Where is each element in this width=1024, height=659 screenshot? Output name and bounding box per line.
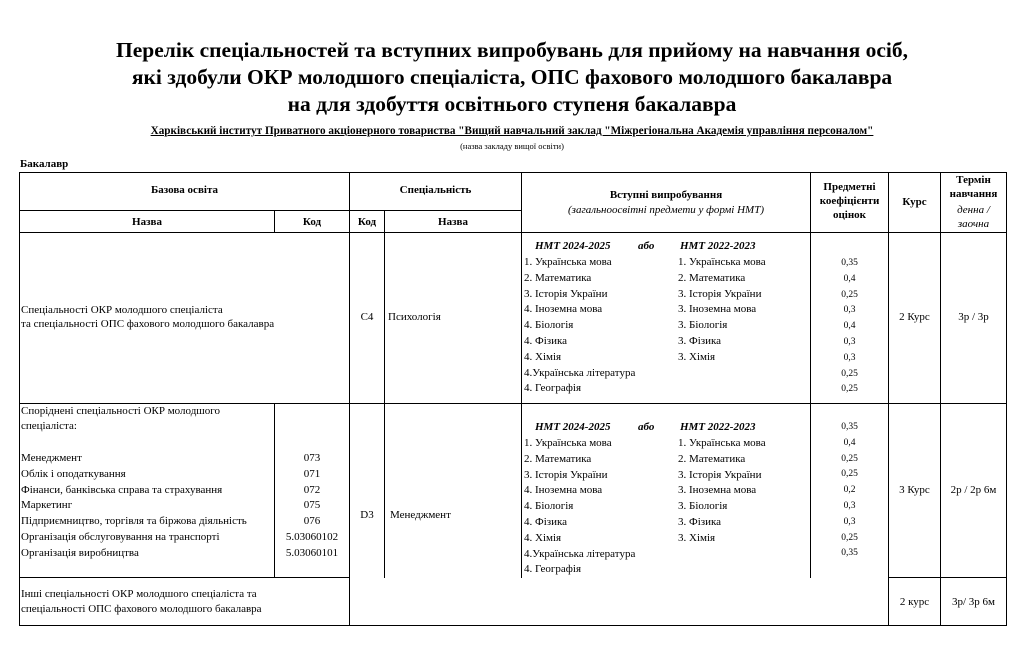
- coefficient-value: 0,3: [843, 501, 856, 511]
- subject-item: 2. Математика: [524, 271, 592, 284]
- coefficient-value: 0,25: [841, 368, 858, 379]
- header-coef-line-3: оцінок: [832, 209, 867, 221]
- coefficient-value: 0,4: [843, 437, 856, 448]
- row1-base-line-1: Спеціальності ОКР молодшого спеціаліста: [21, 304, 223, 316]
- coefficient-value: 0,25: [841, 469, 858, 480]
- row2-base-line-2: спеціаліста:: [21, 420, 77, 432]
- subject-item: 4. Географія: [524, 563, 582, 576]
- related-specialty-name: Фінанси, банківська справа та страхування: [21, 483, 223, 496]
- subject-item: 3. Хімія: [678, 531, 716, 544]
- row1-term: 3р / 3р: [958, 311, 989, 323]
- subject-item: 1. Українська мова: [678, 437, 766, 449]
- row1-course: 2 Курс: [899, 311, 930, 323]
- subject-item: 3. Біологія: [678, 319, 728, 332]
- coefficient-value: 0,4: [843, 321, 856, 332]
- grid-line: [350, 210, 521, 211]
- subject-item: 4. Фізика: [524, 335, 568, 347]
- header-spec-code: Код: [357, 216, 377, 228]
- grid-line: [19, 403, 1006, 404]
- related-specialty-name: Менеджмент: [21, 452, 82, 464]
- institution-caption: (назва закладу вищої освіти): [460, 141, 564, 151]
- related-specialty-name: Організація обслуговування на транспорті: [21, 531, 220, 543]
- row2-base-line-1: Споріднені спеціальності ОКР молодшого: [21, 405, 221, 417]
- row3-base-line-1: Інші спеціальності ОКР молодшого спеціаліста та: [21, 588, 257, 600]
- row1-base-line-2: та спеціальності ОПС фахового молодшого бакалавра: [21, 318, 275, 330]
- grid-line: [888, 172, 889, 626]
- subject-item: 4.Українська література: [524, 366, 636, 379]
- coefficient-value: 0,25: [841, 453, 858, 464]
- subject-item: 4. Іноземна мова: [524, 303, 603, 316]
- subject-item: 3. Іноземна мова: [678, 484, 757, 497]
- row1-or: або: [638, 240, 655, 252]
- header-coef-line-1: Предметні: [823, 181, 876, 193]
- grid-line: [384, 210, 385, 578]
- row3-term: 3р/ 3р 6м: [951, 596, 996, 608]
- row2-spec-name: Менеджмент: [390, 509, 451, 521]
- coefficient-value: 0,3: [843, 516, 856, 527]
- grid-line: [521, 172, 522, 578]
- subject-item: 3. Хімія: [678, 350, 716, 363]
- coefficient-value: 0,35: [841, 548, 858, 559]
- subject-item: 4. Біологія: [524, 319, 574, 332]
- grid-line: [1006, 172, 1007, 626]
- header-specialty: Спеціальність: [399, 184, 472, 196]
- coefficient-value: 0,3: [843, 305, 856, 316]
- subject-item: 4. Біологія: [524, 500, 574, 513]
- subject-item: 4. Іноземна мова: [524, 484, 603, 497]
- related-specialty-code: 075: [303, 499, 321, 512]
- header-base-education: Базова освіта: [151, 184, 218, 196]
- subject-item: 1. Українська мова: [678, 256, 766, 268]
- related-specialty-code: 5.03060101: [285, 546, 339, 559]
- header-spec-name: Назва: [438, 216, 468, 228]
- subject-item: 3. Біологія: [678, 500, 728, 513]
- degree-label: Бакалавр: [20, 158, 69, 170]
- related-specialty-name: Організація виробництва: [21, 546, 139, 559]
- row1-nmt-a: НМТ 2024-2025: [535, 240, 611, 252]
- subject-item: 1. Українська мова: [524, 437, 612, 449]
- grid-line: [19, 577, 349, 578]
- row2-or: або: [638, 421, 655, 433]
- grid-line: [19, 625, 1006, 626]
- coefficient-value: 0,35: [841, 258, 858, 268]
- title-line-3: на для здобуття освітнього ступеня бакалавра: [287, 92, 737, 116]
- header-entrance-exams-sub: (загальноосвітні предмети у формі НМТ): [567, 204, 764, 216]
- subject-item: 2. Математика: [678, 271, 746, 284]
- subject-item: 3. Історія України: [524, 468, 608, 481]
- institution-text: Харківський інститут Приватного акціонерного товариства "Вищий навчальний заклад "Міжрегіональна Академія управління персоналом": [150, 125, 874, 137]
- coefficient-value: 0,25: [841, 289, 858, 300]
- header-entrance-exams: Вступні випробування: [609, 189, 723, 201]
- grid-line: [940, 172, 941, 626]
- subject-item: 3. Історія України: [524, 287, 608, 300]
- header-term-line-2: навчання: [949, 188, 998, 200]
- row1-spec-code: С4: [360, 311, 374, 323]
- coefficient-value: 0,3: [843, 337, 856, 347]
- header-term-line-3: денна /: [957, 204, 990, 216]
- related-specialty-name: Облік і оподаткування: [21, 467, 126, 480]
- related-specialty-name: Підприємництво, торгівля та біржова діяльність: [21, 515, 247, 528]
- grid-line: [19, 232, 1006, 233]
- subject-item: 4. Географія: [524, 382, 582, 395]
- subject-item: 4. Фізика: [524, 516, 568, 528]
- subject-item: 3. Іноземна мова: [678, 303, 757, 316]
- row3-base-line-2: спеціальності ОПС фахового молодшого бакалавра: [21, 603, 262, 615]
- subject-item: 2. Математика: [678, 452, 746, 465]
- coefficient-value: 0,4: [843, 273, 856, 284]
- subject-item: 3. Історія України: [678, 468, 762, 481]
- related-specialty-code: 5.03060102: [285, 531, 339, 543]
- subject-item: 3. Фізика: [678, 516, 722, 528]
- coefficient-value: 0,25: [841, 384, 858, 395]
- row2-nmt-b: НМТ 2022-2023: [680, 421, 756, 433]
- subject-item: 2. Математика: [524, 452, 592, 465]
- row1-nmt-b: НМТ 2022-2023: [680, 240, 756, 252]
- related-specialty-code: 076: [303, 515, 321, 528]
- header-course: Курс: [902, 196, 927, 208]
- related-specialty-code: 072: [303, 483, 321, 496]
- grid-line: [349, 172, 350, 626]
- page-title: [0, 37, 1024, 118]
- coefficient-value: 0,35: [841, 422, 858, 432]
- row2-spec-code: D3: [360, 509, 374, 521]
- coefficient-value: 0,2: [843, 485, 856, 496]
- grid-line: [888, 577, 1006, 578]
- title-line-2: які здобули ОКР молодшого спеціаліста, ОПС фахового молодшого бакалавра: [131, 65, 893, 89]
- related-specialty-code: 073: [303, 452, 321, 464]
- coefficient-value: 0,3: [843, 352, 856, 363]
- coefficient-value: 0,25: [841, 532, 858, 543]
- header-coef-line-2: коефіцієнти: [819, 195, 880, 207]
- title-line-1: Перелік спеціальностей та вступних випробувань для прийому на навчання осіб,: [116, 38, 908, 62]
- grid-line: [19, 172, 20, 626]
- header-term-line-4: заочна: [957, 218, 990, 230]
- subject-item: 3. Історія України: [678, 287, 762, 300]
- subject-item: 4. Хімія: [524, 531, 562, 544]
- subject-item: 4.Українська література: [524, 547, 636, 560]
- row2-term: 2р / 2р 6м: [950, 484, 997, 496]
- grid-line: [19, 210, 349, 211]
- row2-course: 3 Курс: [899, 484, 930, 496]
- row2-nmt-a: НМТ 2024-2025: [535, 421, 611, 433]
- institution-name: [0, 125, 1024, 137]
- related-specialty-code: 071: [303, 467, 321, 480]
- header-term-line-1: Термін: [956, 174, 991, 186]
- subject-item: 3. Фізика: [678, 335, 722, 347]
- grid-line: [19, 172, 1006, 173]
- header-base-code: Код: [302, 216, 322, 228]
- subject-item: 1. Українська мова: [524, 256, 612, 268]
- row1-spec-name: Психологія: [388, 311, 441, 323]
- row3-course: 2 курс: [899, 596, 930, 608]
- related-specialty-name: Маркетинг: [21, 499, 73, 512]
- header-base-name: Назва: [132, 216, 162, 228]
- subject-item: 4. Хімія: [524, 350, 562, 363]
